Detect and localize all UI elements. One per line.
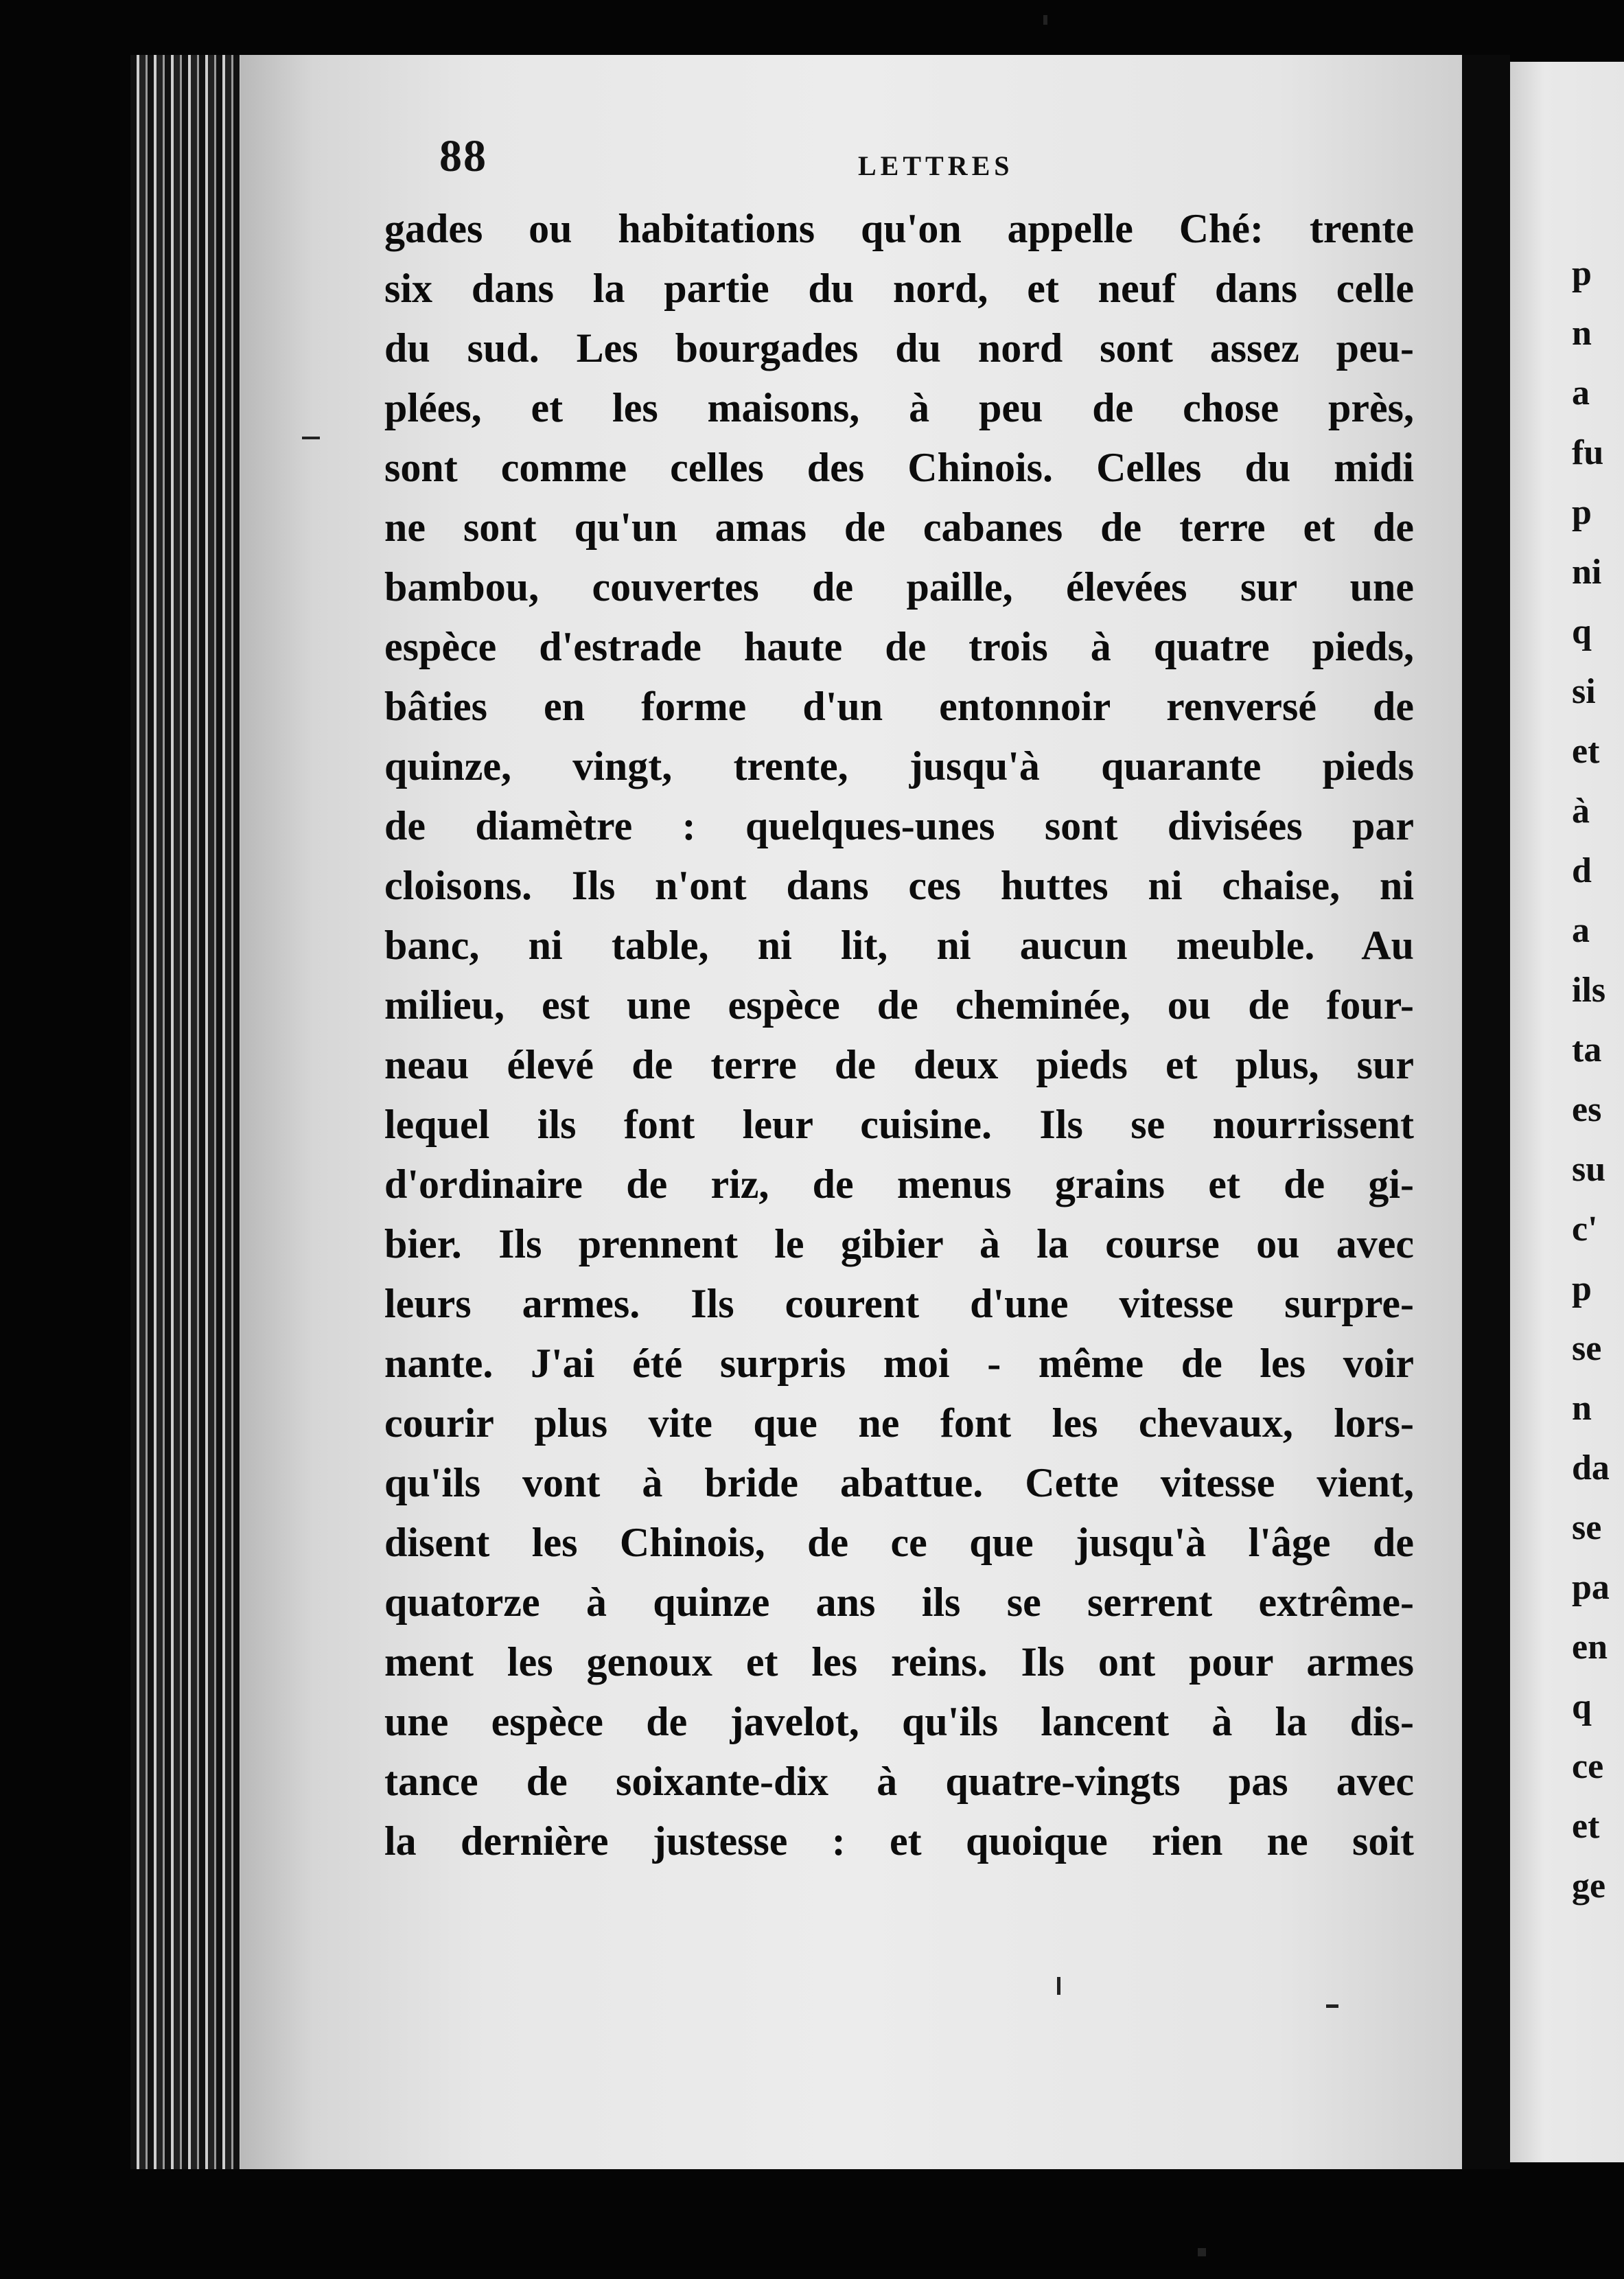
text-line: du sud. Les bourgades du nord sont assez peu- xyxy=(384,325,1414,371)
scan-speck xyxy=(1043,15,1047,25)
text-line: quatorze à quinze ans ils se serrent extrême- xyxy=(384,1580,1414,1625)
text-line: bier. Ils prennent le gibier à la course ou avec xyxy=(384,1221,1414,1266)
text-line: d'ordinaire de riz, de menus grains et de gi- xyxy=(384,1161,1414,1207)
facing-page-line-fragment: q xyxy=(1572,1687,1592,1726)
facing-page-line-fragment: d xyxy=(1572,851,1592,890)
text-line: tance de soixante-dix à quatre-vingts pas avec xyxy=(384,1759,1414,1804)
scan-speck xyxy=(302,437,320,439)
facing-page-line-fragment: n xyxy=(1572,314,1592,353)
text-line: banc, ni table, ni lit, ni aucun meuble. Au xyxy=(384,923,1414,968)
running-head: LETTRES xyxy=(858,150,1014,181)
text-line: neau élevé de terre de deux pieds et plus, sur xyxy=(384,1042,1414,1087)
facing-page-line-fragment: p xyxy=(1572,1269,1592,1308)
text-line: disent les Chinois, de ce que jusqu'à l'âge de xyxy=(384,1520,1414,1565)
book-binding-edge xyxy=(130,55,247,2169)
text-line: milieu, est une espèce de cheminée, ou de four- xyxy=(384,982,1414,1028)
text-line: quinze, vingt, trente, jusqu'à quarante pieds xyxy=(384,743,1414,789)
text-line: bambou, couvertes de paille, élevées sur une xyxy=(384,564,1414,610)
facing-page-line-fragment: pa xyxy=(1572,1568,1610,1607)
text-line: une espèce de javelot, qu'ils lancent à la dis- xyxy=(384,1699,1414,1744)
facing-page-line-fragment: se xyxy=(1572,1329,1602,1368)
facing-page-line-fragment: ils xyxy=(1572,971,1606,1010)
facing-page-line-fragment: se xyxy=(1572,1508,1602,1547)
scan-speck xyxy=(1198,2248,1206,2256)
text-line: ne sont qu'un amas de cabanes de terre et de xyxy=(384,505,1414,550)
text-line: espèce d'estrade haute de trois à quatre pieds, xyxy=(384,624,1414,669)
page-body-text xyxy=(384,199,1414,1871)
facing-page-line-fragment: si xyxy=(1572,672,1596,711)
facing-page-line-fragment: et xyxy=(1572,732,1600,771)
facing-page-line-fragment: da xyxy=(1572,1448,1610,1488)
text-line: la dernière justesse : et quoique rien ne soit xyxy=(384,1818,1414,1864)
text-line: gades ou habitations qu'on appelle Ché: trente xyxy=(384,206,1414,251)
facing-page-line-fragment: ni xyxy=(1572,553,1602,592)
text-line: courir plus vite que ne font les chevaux, lors- xyxy=(384,1400,1414,1446)
scan-speck xyxy=(1326,2004,1338,2008)
book-gutter xyxy=(1462,55,1510,2169)
text-line: six dans la partie du nord, et neuf dans celle xyxy=(384,266,1414,311)
page-header xyxy=(439,130,1057,185)
text-line: nante. J'ai été surpris moi - même de les voir xyxy=(384,1341,1414,1386)
facing-page-line-fragment: es xyxy=(1572,1090,1602,1129)
facing-page-line-fragment: a xyxy=(1572,911,1590,950)
text-line: plées, et les maisons, à peu de chose près, xyxy=(384,385,1414,430)
text-line: cloisons. Ils n'ont dans ces huttes ni chaise, ni xyxy=(384,863,1414,908)
facing-page-line-fragment: q xyxy=(1572,612,1592,651)
facing-page-line-fragment: ta xyxy=(1572,1030,1602,1069)
facing-page-line-fragment: à xyxy=(1572,791,1590,831)
text-line: de diamètre : quelques-unes sont divisées par xyxy=(384,803,1414,848)
text-line: qu'ils vont à bride abattue. Cette vitesse vient, xyxy=(384,1460,1414,1505)
facing-page-line-fragment: en xyxy=(1572,1628,1608,1667)
facing-page-line-fragment: n xyxy=(1572,1389,1592,1428)
text-line: sont comme celles des Chinois. Celles du midi xyxy=(384,445,1414,490)
facing-page-line-fragment: ce xyxy=(1572,1747,1604,1786)
text-line: ment les genoux et les reins. Ils ont pour armes xyxy=(384,1639,1414,1685)
facing-page-line-fragment: c' xyxy=(1572,1210,1598,1249)
facing-page-line-fragment: et xyxy=(1572,1807,1600,1846)
facing-page-line-fragment: p xyxy=(1572,254,1592,293)
facing-page-line-fragment: ge xyxy=(1572,1866,1606,1906)
facing-page-line-fragment: fu xyxy=(1572,433,1604,472)
facing-page-text xyxy=(1572,244,1624,1916)
text-line: lequel ils font leur cuisine. Ils se nourrissent xyxy=(384,1102,1414,1147)
facing-page-line-fragment: a xyxy=(1572,373,1590,413)
text-line: leurs armes. Ils courent d'une vitesse surpre- xyxy=(384,1281,1414,1326)
scan-speck xyxy=(1057,1977,1060,1995)
text-line: bâties en forme d'un entonnoir renversé de xyxy=(384,684,1414,729)
facing-page-line-fragment: su xyxy=(1572,1150,1606,1189)
facing-page-line-fragment: p xyxy=(1572,493,1592,532)
page-number: 88 xyxy=(439,131,487,181)
